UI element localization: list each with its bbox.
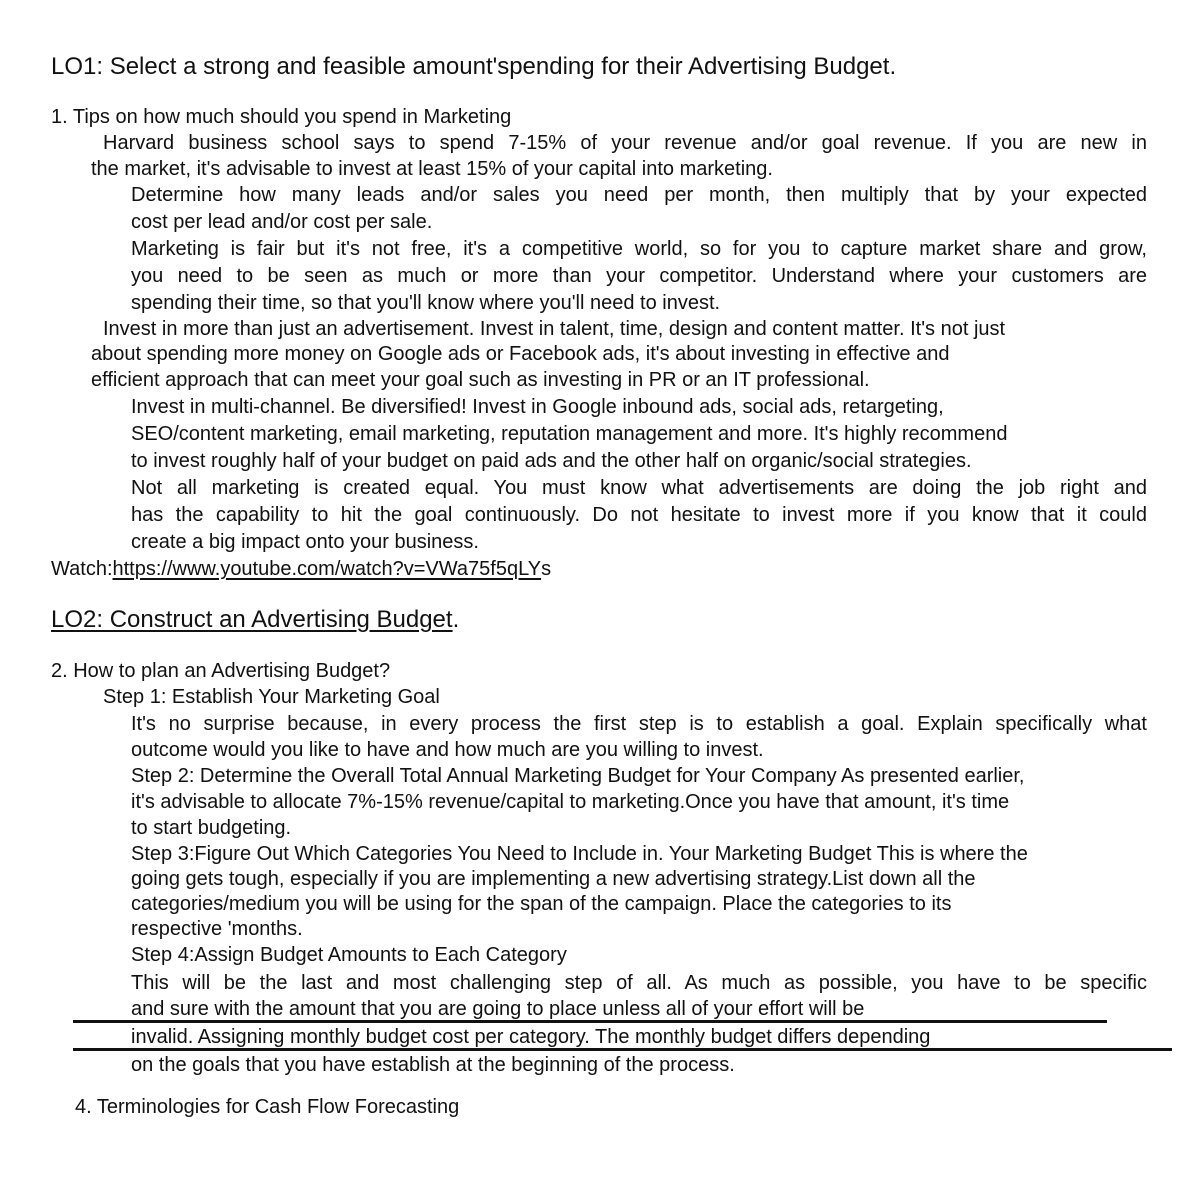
section1-line: Invest in more than just an advertisement. Invest in talent, time, design and content matter. It's not just [103,318,1006,340]
section2-line: invalid. Assigning monthly budget cost per category. The monthly budget differs depending [131,1026,931,1048]
section1-line: spending their time, so that you'll know where you'll need to invest. [131,292,721,314]
section1-line: the market, it's advisable to invest at least 15% of your capital into marketing. [91,158,773,180]
section1-line: SEO/content marketing, email marketing, reputation management and more. It's highly recommend [131,423,1008,445]
section1-line: you need to be seen as much or more than your competitor. Understand where your customers are [131,265,1147,287]
section2-line: Step 3:Figure Out Which Categories You Need to Include in. Your Marketing Budget This is where the [131,843,1028,865]
section1-line: has the capability to hit the goal continuously. Do not hesitate to invest more if you know that it could [131,504,1147,526]
watch-tail: s [541,558,552,580]
horizontal-rule [73,1048,1172,1051]
section2-line: categories/medium you will be using for the span of the campaign. Place the categories to its [131,893,952,915]
section2-title: 2. How to plan an Advertising Budget? [51,660,391,682]
section2-line: This will be the last and most challenging step of all. As much as possible, you have to be specific [131,972,1147,994]
section2-line: going gets tough, especially if you are implementing a new advertising strategy.List down all the [131,868,976,890]
section2-line: outcome would you like to have and how much are you willing to invest. [131,739,764,761]
youtube-link[interactable]: https://www.youtube.com/watch?v=VWa75f5qLY [112,558,542,580]
section2-line: to start budgeting. [131,817,292,839]
section1-line: to invest roughly half of your budget on paid ads and the other half on organic/social strategies. [131,450,972,472]
section2-line: Step 2: Determine the Overall Total Annual Marketing Budget for Your Company As presented earlier, [131,765,1025,787]
section1-line: create a big impact onto your business. [131,531,479,553]
section1-line: Harvard business school says to spend 7-15% of your revenue and/or goal revenue. If you are new in [103,132,1147,154]
section1-line: Determine how many leads and/or sales you need per month, then multiply that by your expected [131,184,1147,206]
section1-line: about spending more money on Google ads or Facebook ads, it's about investing in effective and [91,343,950,365]
horizontal-rule [73,1020,1107,1023]
section2-line: and sure with the amount that you are going to place unless all of your effort will be [131,998,865,1020]
lo2-heading-line [51,605,459,635]
lo2-heading-period: . [452,606,460,633]
lo1-heading: LO1: Select a strong and feasible amount'spending for their Advertising Budget. [51,53,897,80]
section1-line: Not all marketing is created equal. You must know what advertisements are doing the job right and [131,477,1147,499]
section1-line: Invest in multi-channel. Be diversified! Invest in Google inbound ads, social ads, retargeting, [131,396,944,418]
section2-line: on the goals that you have establish at the beginning of the process. [131,1054,735,1076]
section4-title: 4. Terminologies for Cash Flow Forecasting [75,1096,460,1118]
section2-line: it's advisable to allocate 7%-15% revenue/capital to marketing.Once you have that amount, it's time [131,791,1010,813]
section1-line: efficient approach that can meet your goal such as investing in PR or an IT professional. [91,369,870,391]
lo2-heading: LO2: Construct an Advertising Budget [51,606,453,633]
section1-line: cost per lead and/or cost per sale. [131,211,433,233]
section2-line: It's no surprise because, in every process the first step is to establish a goal. Explain specifically what [131,713,1147,735]
step4-heading: Step 4:Assign Budget Amounts to Each Category [131,944,567,966]
section1-line: Marketing is fair but it's not free, it's a competitive world, so for you to capture market share and grow, [131,238,1147,260]
section2-line: respective 'months. [131,918,303,940]
watch-line [51,556,551,582]
step1-heading: Step 1: Establish Your Marketing Goal [103,686,440,708]
watch-label: Watch: [51,558,113,580]
section1-title: 1. Tips on how much should you spend in Marketing [51,106,512,128]
